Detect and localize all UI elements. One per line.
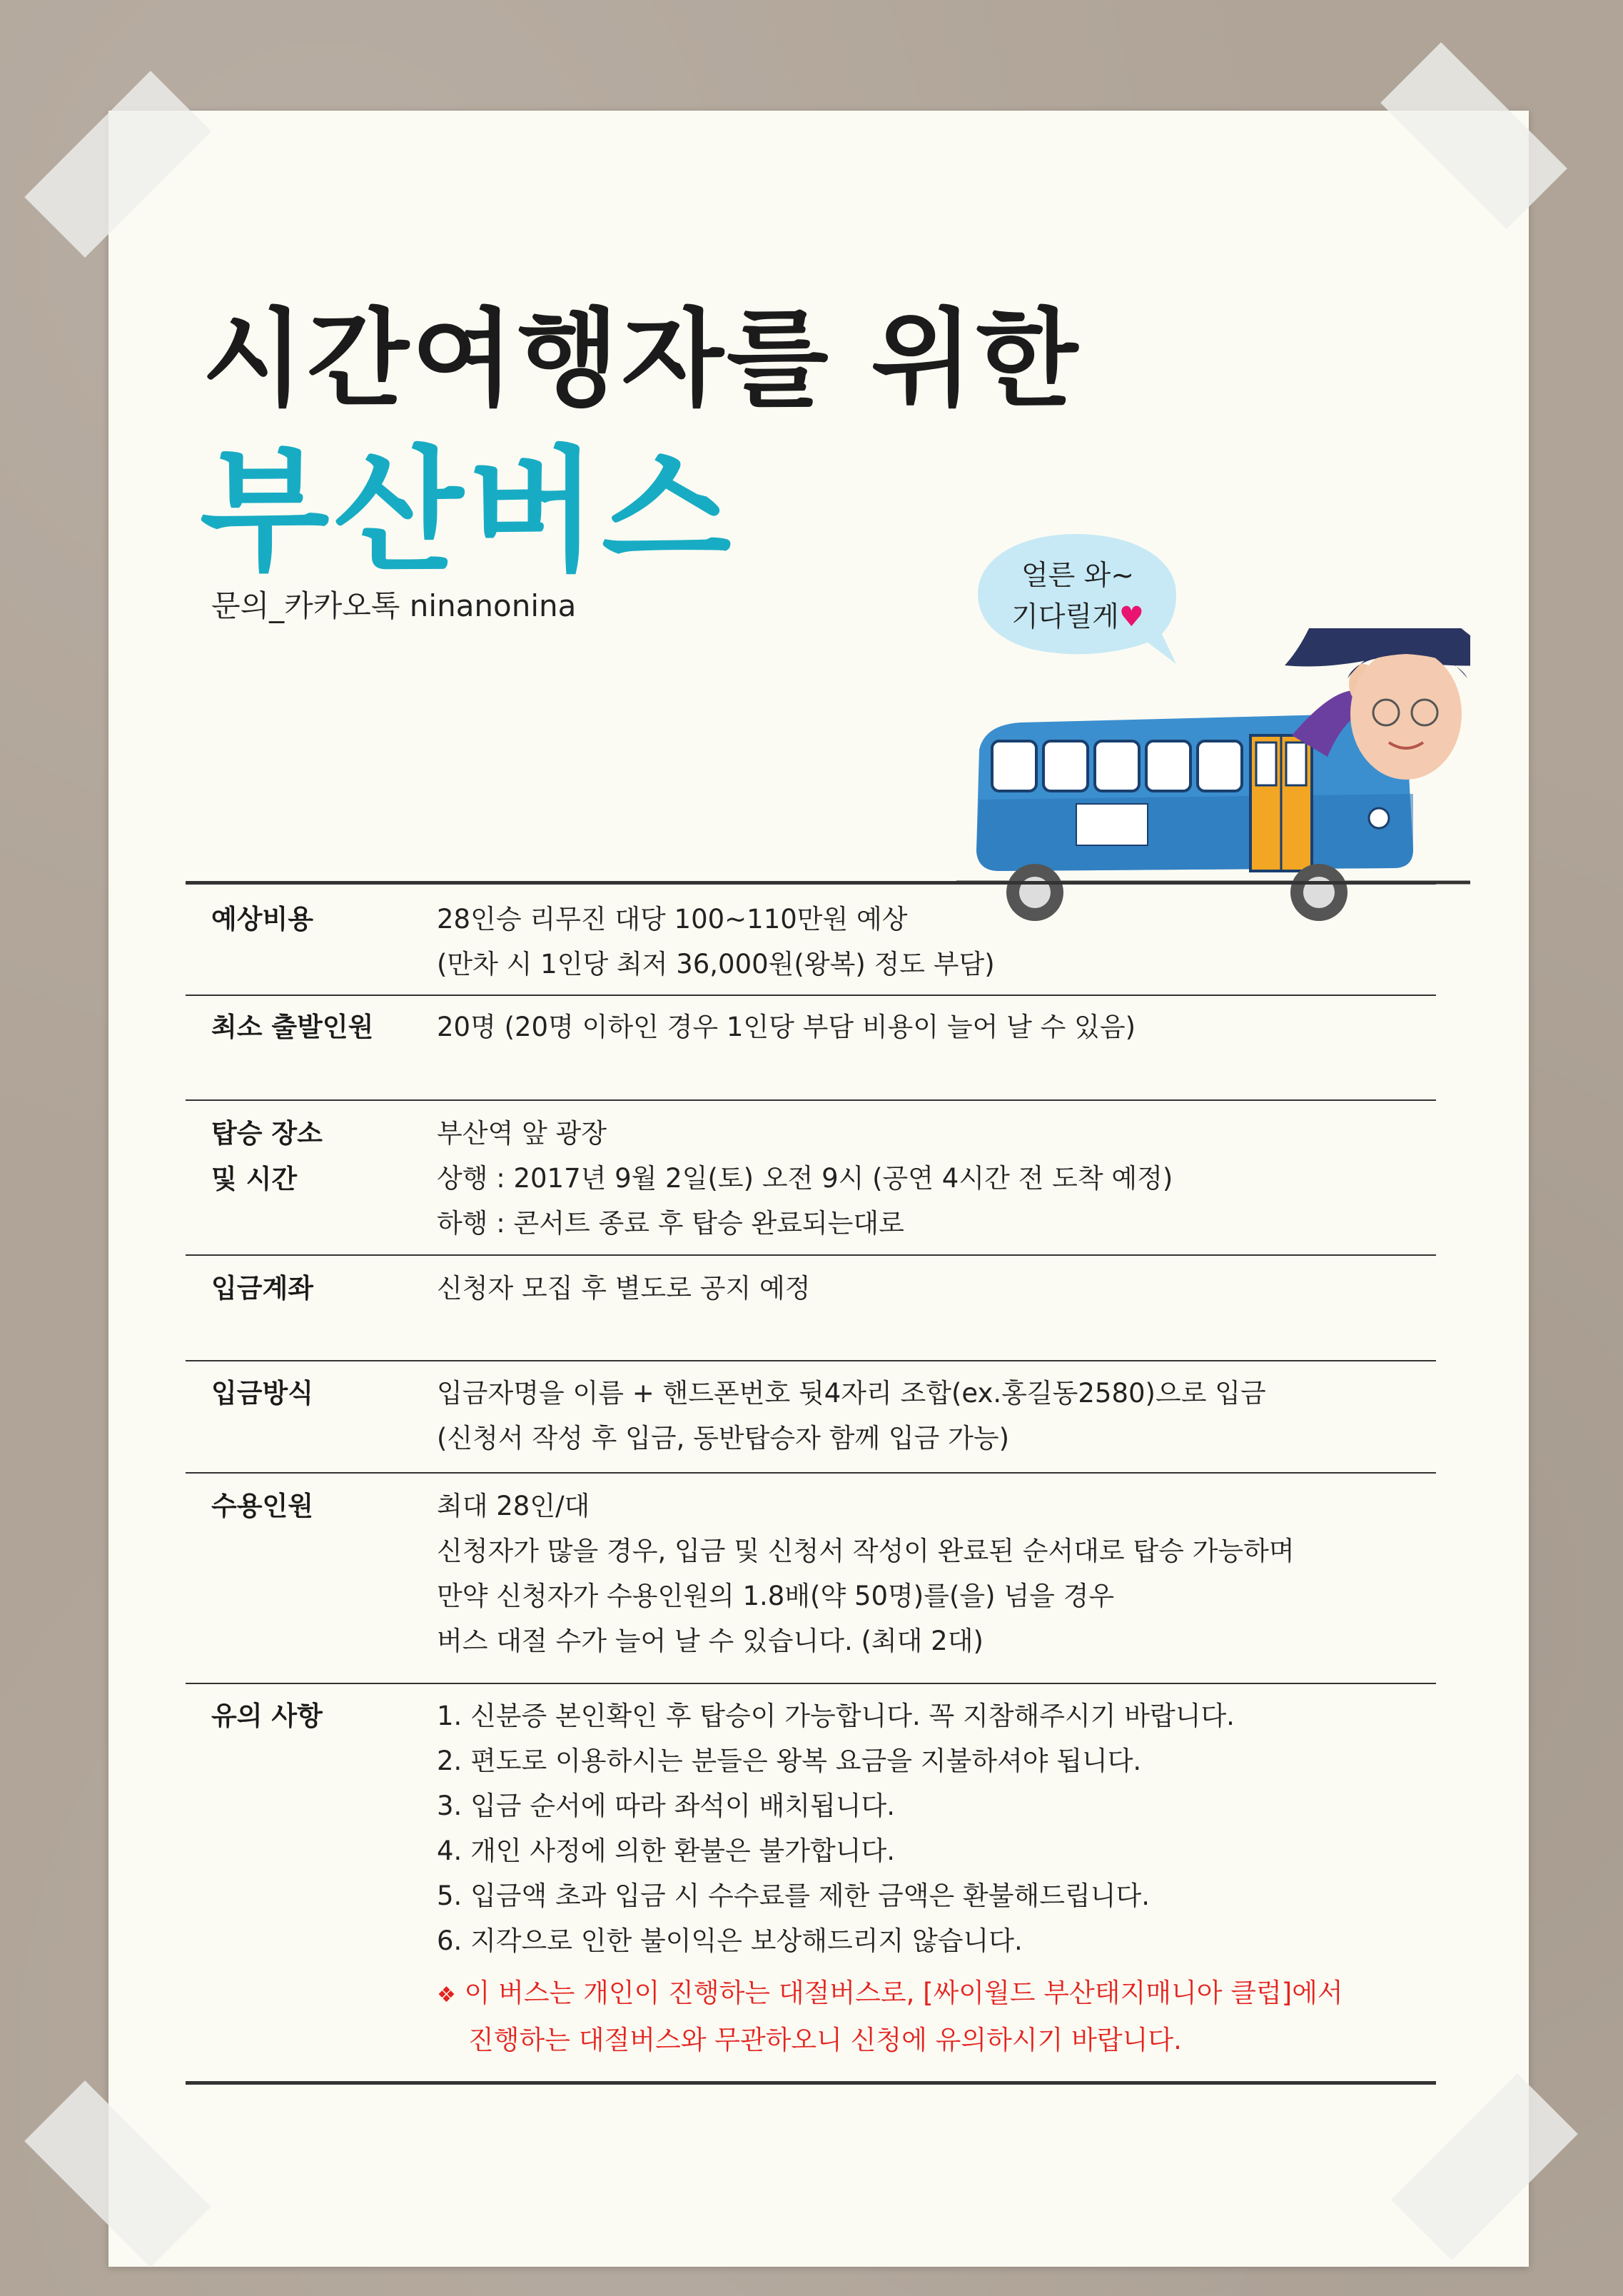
value-boarding [437,1111,1173,1246]
heart-icon: ♥ [1118,601,1144,633]
notice-line1: 이 버스는 개인이 진행하는 대절버스로, [싸이월드 부산태지매니아 클럽]에서 [464,1978,1343,2008]
value-line: 신청자가 많을 경우, 입금 및 신청서 작성이 완료된 순서대로 탑승 가능하며 [437,1536,1295,1566]
notice-text [437,1970,1343,2063]
row-divider [186,1683,1436,1684]
value-min-people [437,1004,1136,1049]
title-line2: 부산버스 [200,433,736,590]
value-line: 버스 대절 수가 늘어 날 수 있습니다. (최대 2대) [437,1626,984,1656]
label-min-people: 최소 출발인원 [211,1012,374,1042]
row-divider [186,1254,1436,1256]
table-top-border [186,881,1436,885]
value-line: 입금자명을 이름 + 핸드폰번호 뒷4자리 조합(ex.홍길동2580)으로 입금 [437,1378,1266,1409]
row-divider [186,1099,1436,1101]
table-bottom-border [186,2081,1436,2085]
note-item: 5. 입금액 초과 입금 시 수수료를 제한 금액은 환불해드립니다. [437,1880,1150,1911]
note-item: 3. 입금 순서에 따라 좌석이 배치됩니다. [437,1791,895,1821]
bubble-text [978,555,1178,638]
value-line: 만약 신청자가 수용인원의 1.8배(약 50명)를(을) 넘을 경우 [437,1581,1115,1611]
row-divider [186,1360,1436,1361]
label-deposit-method: 입금방식 [211,1378,313,1409]
value-capacity [437,1484,1295,1663]
value-cost [437,897,995,987]
label-boarding-line1: 탑승 장소 [211,1118,323,1149]
contact-info: 문의_카카오톡 ninanonina [211,588,577,623]
value-line: 28인승 리무진 대당 100~110만원 예상 [437,904,908,935]
note-item: 1. 신분증 본인확인 후 탑승이 가능합니다. 꼭 지참해주시기 바랍니다. [437,1701,1235,1731]
bubble-line1: 얼른 와~ [1021,560,1135,592]
value-line: 부산역 앞 광장 [437,1118,607,1149]
title-line1: 시간여행자를 위한 [202,298,1081,421]
label-account: 입금계좌 [211,1273,313,1304]
label-cost: 예상비용 [211,904,313,935]
label-notes: 유의 사항 [211,1701,323,1731]
label-capacity: 수용인원 [211,1491,313,1521]
value-notes [437,1693,1235,1963]
row-divider [186,1472,1436,1474]
value-line: 20명 (20명 이하인 경우 1인당 부담 비용이 늘어 날 수 있음) [437,1012,1136,1042]
value-account [437,1266,810,1311]
value-deposit-method [437,1371,1266,1461]
diamond-icon: ❖ [437,1983,456,2008]
note-item: 6. 지각으로 인한 불이익은 보상해드리지 않습니다. [437,1925,1023,1956]
value-line: 신청자 모집 후 별도로 공지 예정 [437,1273,811,1304]
note-item: 4. 개인 사정에 의한 환불은 불가합니다. [437,1836,895,1866]
value-line: (만차 시 1인당 최저 36,000원(왕복) 정도 부담) [437,949,995,980]
bubble-line2: 기다릴게 [1011,601,1119,633]
value-line: 상행 : 2017년 9월 2일(토) 오전 9시 (공연 4시간 전 도착 예정) [437,1163,1173,1194]
value-line: 최대 28인/대 [437,1491,590,1521]
value-line: 하행 : 콘서트 종료 후 탑승 완료되는대로 [437,1208,904,1239]
bus-illustration [956,628,1470,942]
label-boarding [211,1111,323,1202]
note-item: 2. 편도로 이용하시는 분들은 왕복 요금을 지불하셔야 됩니다. [437,1746,1142,1776]
row-divider [186,995,1436,996]
label-boarding-line2: 및 시간 [211,1164,298,1194]
notice-line2: 진행하는 대절버스와 무관하오니 신청에 유의하시기 바랍니다. [468,2025,1182,2055]
value-line: (신청서 작성 후 입금, 동반탑승자 함께 입금 가능) [437,1423,1010,1454]
